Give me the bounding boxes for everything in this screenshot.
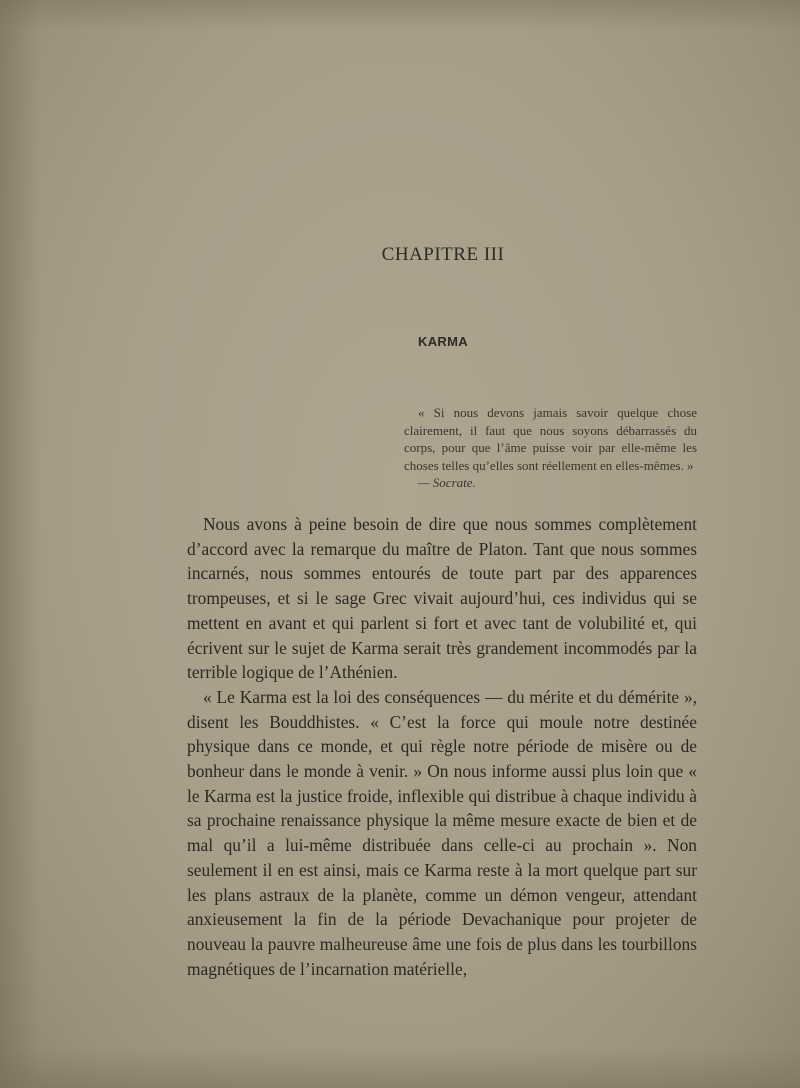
chapter-title: CHAPITRE III <box>381 244 505 265</box>
epigraph-attribution: — Socrate. <box>418 475 476 490</box>
epigraph <box>404 404 697 492</box>
paragraph: « Le Karma est la loi des conséquences — du mérite et du démérite », disent les Bouddhistes. « C’est la force qui moule notre destinée physique dans ce monde, et qui règle notre période de misère ou de bonheur dans le monde à venir. » On nous informe aussi plus loin que « le Karma est la justice froide, inflexible qui distribue à chaque individu à sa prochaine renaissance physique la même mesure exacte de bien et de mal qu’il a lui-même distribuée dans celle-ci au prochain ». Non seulement il en est ainsi, mais ce Karma reste à la mort quelque part sur les plans astraux de la planète, comme un démon vengeur, attendant anxieusement la fin de la période Devachanique pour projeter de nouveau la pauvre malheureuse âme une fois de plus dans les tourbillons magnétiques de l’incarnation matérielle, <box>187 686 697 979</box>
page-edge-shadow-bottom <box>0 1048 800 1088</box>
paragraph: Nous avons à peine besoin de dire que nous sommes complètement d’accord avec la remarque du maître de Platon. Tant que nous sommes incarnés, nous sommes entourés de toute part par des apparences trompeuses, et si le sage Grec vivait aujourd’hui, ces individus qui se mettent en avant et qui parlent si fort et avec tant de volubilité et, qui écrivent sur le sujet de Karma serait très grandement incommodés par la terrible logique de l’Athénien. <box>187 514 697 683</box>
page-edge-shadow-left <box>0 0 40 1088</box>
body-text <box>187 512 697 981</box>
section-title: KARMA <box>418 334 468 349</box>
epigraph-quote: « Si nous devons jamais savoir quelque chose clairement, il faut que nous soyons débarrassés du corps, pour que l’âme puisse voir par elle-même les choses telles qu’elles sont réellement en elles-mêmes. » <box>404 405 697 473</box>
page-edge-shadow-top <box>0 0 800 30</box>
